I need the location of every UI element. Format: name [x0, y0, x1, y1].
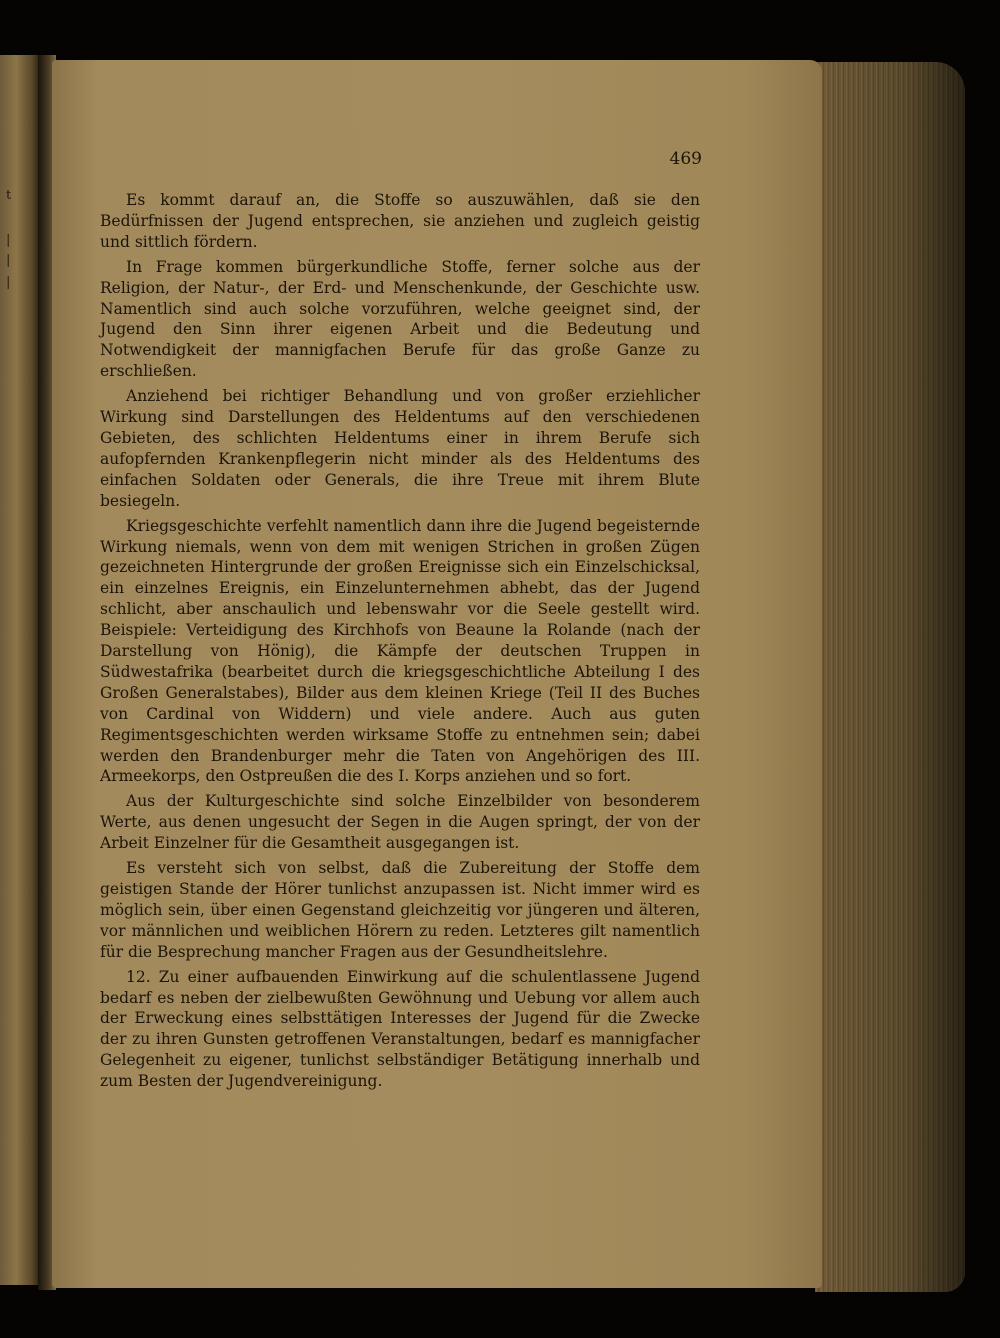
paragraph: Es versteht sich von selbst, daß die Zubereitung der Stoffe dem geistigen Stande der Hörer tunlichst anzupassen ist. Nicht immer wird es möglich sein, über einen Gegenstand gleichzeitig vor jüngeren und älteren, vor männlichen und weiblichen Hörern zu reden. Letzteres gilt namentlich für die Besprechung mancher Fragen aus der Gesundheitslehre.: [100, 859, 700, 961]
left-page-mark: |: [6, 233, 11, 248]
left-page-mark: t: [6, 188, 12, 203]
page-body: [100, 190, 700, 1096]
paragraph: Es kommt darauf an, die Stoffe so auszuwählen, daß sie den Bedürfnissen der Jugend entsprechen, sie anziehen und zugleich geistig und sittlich fördern.: [100, 191, 700, 251]
page-edges-shadow: [815, 62, 965, 1292]
left-page-mark: |: [6, 253, 11, 268]
paragraph: Aus der Kulturgeschichte sind solche Einzelbilder von besonderem Werte, aus denen ungesucht der Segen in die Augen springt, der von der Arbeit Einzelner für die Gesamtheit ausgegangen ist.: [100, 792, 700, 853]
paragraph: Anziehend bei richtiger Behandlung und von großer erziehlicher Wirkung sind Darstellungen des Heldentums auf den verschiedenen Gebieten, des schlichten Heldentums einer in ihrem Berufe sich aufopfernden Krankenpflegerin nicht minder als des Heldentums des einfachen Soldaten oder Generals, die ihre Treue mit ihrem Blute besiegeln.: [100, 387, 700, 510]
paragraph: Kriegsgeschichte verfehlt namentlich dann ihre die Jugend begeisternde Wirkung niemals, wenn von dem mit wenigen Strichen in großen Zügen gezeichneten Hintergrunde der großen Ereignisse sich ein Einzelschicksal, ein einzelnes Ereignis, ein Einzelunternehmen abhebt, das der Jugend schlicht, aber anschaulich und lebenswahr vor die Seele gestellt wird. Beispiele: Verteidigung des Kirchhofs von Beaune la Rolande (nach der Darstellung von Hönig), die Kämpfe der deutschen Truppen in Südwestafrika (bearbeitet durch die kriegsgeschichtliche Abteilung I des Großen Generalstabes), Bilder aus dem kleinen Kriege (Teil II des Buches von Cardinal von Widdern) und viele andere. Auch aus guten Regimentsgeschichten werden wirksame Stoffe zu entnehmen sein; dabei werden den Brandenburger mehr die Taten von Angehörigen des III. Armeekorps, den Ostpreußen die des I. Korps anziehen und so fort.: [100, 516, 700, 786]
page-number: 469: [669, 149, 702, 169]
left-page-mark: |: [6, 275, 11, 290]
left-page-edge: [0, 55, 40, 1285]
paragraph: In Frage kommen bürgerkundliche Stoffe, ferner solche aus der Religion, der Natur-, der Erd- und Menschenkunde, der Geschichte usw. Namentlich sind auch solche vorzuführen, welche geeignet sind, der Jugend den Sinn ihrer eigenen Arbeit und die Bedeutung und Notwendigkeit der mannigfachen Berufe für das große Ganze zu erschließen.: [100, 257, 700, 381]
paragraph: 12. Zu einer aufbauenden Einwirkung auf die schulentlassene Jugend bedarf es neben der zielbewußten Gewöhnung und Uebung vor allem auch der Erweckung eines selbsttätigen Interesses der Jugend für die Zwecke der zu ihren Gunsten getroffenen Veranstaltungen, bedarf es mannigfacher Gelegenheit zu eigener, tunlichst selbständiger Betätigung innerhalb und zum Besten der Jugendvereinigung.: [100, 967, 700, 1091]
